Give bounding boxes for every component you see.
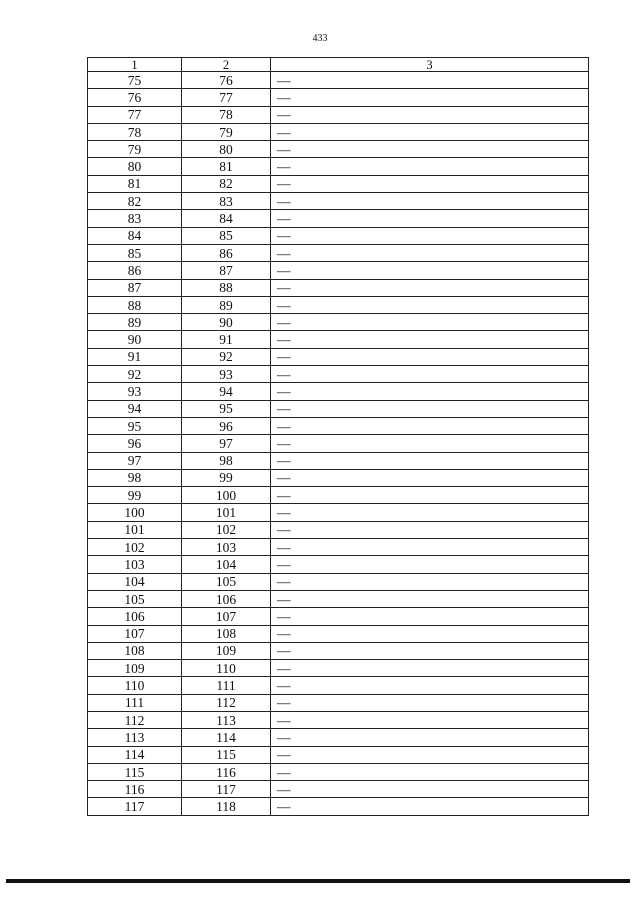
table-cell-col-3: — — [271, 746, 589, 763]
table-cell-col-2: 113 — [182, 711, 271, 728]
table-cell-col-1: 112 — [88, 711, 182, 728]
table-cell-col-2: 118 — [182, 798, 271, 815]
table-row — [88, 123, 589, 140]
table-row — [88, 504, 589, 521]
table-cell-col-2: 102 — [182, 521, 271, 538]
table-cell-col-3: — — [271, 711, 589, 728]
table-cell-col-3: — — [271, 279, 589, 296]
table-cell-col-1: 80 — [88, 158, 182, 175]
table-row — [88, 729, 589, 746]
table-row — [88, 469, 589, 486]
table-row — [88, 89, 589, 106]
table-cell-col-2: 86 — [182, 244, 271, 261]
table-cell-col-1: 92 — [88, 366, 182, 383]
table-cell-col-1: 83 — [88, 210, 182, 227]
table-cell-col-3: — — [271, 781, 589, 798]
table-cell-col-2: 111 — [182, 677, 271, 694]
table-cell-col-1: 104 — [88, 573, 182, 590]
table-cell-col-1: 113 — [88, 729, 182, 746]
table-cell-col-1: 78 — [88, 123, 182, 140]
table-row — [88, 227, 589, 244]
table-cell-col-1: 75 — [88, 72, 182, 89]
table-cell-col-2: 103 — [182, 539, 271, 556]
table-cell-col-1: 114 — [88, 746, 182, 763]
table-row — [88, 331, 589, 348]
table-cell-col-3: — — [271, 539, 589, 556]
table-row — [88, 348, 589, 365]
table-cell-col-2: 76 — [182, 72, 271, 89]
table-cell-col-2: 95 — [182, 400, 271, 417]
table-cell-col-2: 94 — [182, 383, 271, 400]
header-cell-2: 2 — [182, 58, 271, 72]
table-row — [88, 417, 589, 434]
table-row — [88, 72, 589, 89]
table-cell-col-3: — — [271, 435, 589, 452]
table-cell-col-2: 116 — [182, 763, 271, 780]
table-cell-col-2: 85 — [182, 227, 271, 244]
table-row — [88, 660, 589, 677]
table-cell-col-3: — — [271, 417, 589, 434]
table-cell-col-1: 84 — [88, 227, 182, 244]
table-row — [88, 400, 589, 417]
table-cell-col-3: — — [271, 244, 589, 261]
table-cell-col-1: 115 — [88, 763, 182, 780]
table-body — [88, 72, 589, 816]
table-row — [88, 608, 589, 625]
table-cell-col-3: — — [271, 193, 589, 210]
table-row — [88, 677, 589, 694]
table-cell-col-2: 112 — [182, 694, 271, 711]
data-table — [87, 57, 589, 816]
table-cell-col-2: 98 — [182, 452, 271, 469]
table-cell-col-3: — — [271, 262, 589, 279]
table-cell-col-1: 89 — [88, 314, 182, 331]
table-cell-col-1: 107 — [88, 625, 182, 642]
table-row — [88, 452, 589, 469]
table-row — [88, 556, 589, 573]
table-cell-col-3: — — [271, 729, 589, 746]
table-cell-col-2: 77 — [182, 89, 271, 106]
table-header — [88, 58, 589, 72]
table-cell-col-3: — — [271, 487, 589, 504]
table-row — [88, 798, 589, 815]
table-cell-col-3: — — [271, 521, 589, 538]
table-row — [88, 694, 589, 711]
table-cell-col-3: — — [271, 798, 589, 815]
table-cell-col-1: 90 — [88, 331, 182, 348]
table-cell-col-3: — — [271, 106, 589, 123]
table-cell-col-2: 108 — [182, 625, 271, 642]
table-cell-col-3: — — [271, 296, 589, 313]
table-cell-col-3: — — [271, 227, 589, 244]
table-cell-col-3: — — [271, 383, 589, 400]
table-row — [88, 175, 589, 192]
table-cell-col-3: — — [271, 694, 589, 711]
table-cell-col-2: 91 — [182, 331, 271, 348]
table-cell-col-1: 110 — [88, 677, 182, 694]
table-cell-col-3: — — [271, 89, 589, 106]
table-cell-col-1: 108 — [88, 642, 182, 659]
table-cell-col-2: 107 — [182, 608, 271, 625]
table-cell-col-3: — — [271, 175, 589, 192]
table-cell-col-1: 100 — [88, 504, 182, 521]
table-cell-col-2: 109 — [182, 642, 271, 659]
table-cell-col-2: 105 — [182, 573, 271, 590]
table-cell-col-1: 88 — [88, 296, 182, 313]
table-cell-col-1: 116 — [88, 781, 182, 798]
table-cell-col-3: — — [271, 210, 589, 227]
table-cell-col-2: 87 — [182, 262, 271, 279]
table-cell-col-3: — — [271, 452, 589, 469]
table-row — [88, 296, 589, 313]
table-row — [88, 366, 589, 383]
table-cell-col-3: — — [271, 608, 589, 625]
table-row — [88, 590, 589, 607]
table-cell-col-1: 86 — [88, 262, 182, 279]
table-cell-col-1: 77 — [88, 106, 182, 123]
table-row — [88, 106, 589, 123]
table-cell-col-1: 101 — [88, 521, 182, 538]
table-row — [88, 763, 589, 780]
table-cell-col-2: 81 — [182, 158, 271, 175]
table-cell-col-1: 76 — [88, 89, 182, 106]
table-cell-col-1: 95 — [88, 417, 182, 434]
table-cell-col-2: 92 — [182, 348, 271, 365]
table-cell-col-3: — — [271, 573, 589, 590]
table-cell-col-3: — — [271, 141, 589, 158]
table-cell-col-1: 94 — [88, 400, 182, 417]
table-cell-col-1: 85 — [88, 244, 182, 261]
table-row — [88, 435, 589, 452]
table-cell-col-3: — — [271, 123, 589, 140]
table-cell-col-2: 93 — [182, 366, 271, 383]
table-cell-col-2: 96 — [182, 417, 271, 434]
table-row — [88, 279, 589, 296]
table-cell-col-3: — — [271, 556, 589, 573]
table-cell-col-2: 83 — [182, 193, 271, 210]
table-cell-col-1: 109 — [88, 660, 182, 677]
table-cell-col-2: 115 — [182, 746, 271, 763]
table-cell-col-2: 88 — [182, 279, 271, 296]
table-cell-col-1: 96 — [88, 435, 182, 452]
table-cell-col-1: 106 — [88, 608, 182, 625]
table-cell-col-1: 87 — [88, 279, 182, 296]
table-cell-col-2: 99 — [182, 469, 271, 486]
table-row — [88, 383, 589, 400]
table-cell-col-3: — — [271, 642, 589, 659]
page-number: 433 — [312, 33, 328, 44]
table-row — [88, 193, 589, 210]
table-row — [88, 158, 589, 175]
table-cell-col-1: 91 — [88, 348, 182, 365]
table-cell-col-3: — — [271, 348, 589, 365]
table-cell-col-1: 81 — [88, 175, 182, 192]
table-cell-col-2: 114 — [182, 729, 271, 746]
table-cell-col-1: 82 — [88, 193, 182, 210]
table-row — [88, 711, 589, 728]
table-row — [88, 746, 589, 763]
table-row — [88, 539, 589, 556]
table-cell-col-1: 103 — [88, 556, 182, 573]
table-cell-col-3: — — [271, 677, 589, 694]
table-cell-col-1: 102 — [88, 539, 182, 556]
table-cell-col-2: 110 — [182, 660, 271, 677]
table-cell-col-2: 89 — [182, 296, 271, 313]
header-row — [88, 58, 589, 72]
table-cell-col-3: — — [271, 469, 589, 486]
table-cell-col-2: 78 — [182, 106, 271, 123]
table-row — [88, 262, 589, 279]
table-cell-col-2: 117 — [182, 781, 271, 798]
table-cell-col-2: 106 — [182, 590, 271, 607]
table-cell-col-3: — — [271, 400, 589, 417]
table-cell-col-3: — — [271, 366, 589, 383]
table-cell-col-3: — — [271, 331, 589, 348]
header-cell-1: 1 — [88, 58, 182, 72]
table-cell-col-3: — — [271, 314, 589, 331]
table-cell-col-3: — — [271, 590, 589, 607]
table-row — [88, 487, 589, 504]
table-cell-col-3: — — [271, 660, 589, 677]
table-cell-col-2: 104 — [182, 556, 271, 573]
table-cell-col-1: 111 — [88, 694, 182, 711]
table-row — [88, 625, 589, 642]
table-cell-col-2: 90 — [182, 314, 271, 331]
table-cell-col-2: 97 — [182, 435, 271, 452]
table-cell-col-3: — — [271, 158, 589, 175]
table-cell-col-1: 79 — [88, 141, 182, 158]
table-cell-col-2: 80 — [182, 141, 271, 158]
table-cell-col-3: — — [271, 763, 589, 780]
table-row — [88, 141, 589, 158]
bottom-rule — [6, 879, 630, 883]
table-row — [88, 573, 589, 590]
header-cell-3: 3 — [271, 58, 589, 72]
table-cell-col-2: 100 — [182, 487, 271, 504]
table-row — [88, 521, 589, 538]
table-cell-col-2: 84 — [182, 210, 271, 227]
table-cell-col-2: 79 — [182, 123, 271, 140]
table-cell-col-3: — — [271, 72, 589, 89]
table-cell-col-1: 99 — [88, 487, 182, 504]
table-cell-col-1: 105 — [88, 590, 182, 607]
table-cell-col-1: 98 — [88, 469, 182, 486]
table-cell-col-3: — — [271, 504, 589, 521]
table-row — [88, 314, 589, 331]
table-cell-col-1: 117 — [88, 798, 182, 815]
table-cell-col-2: 82 — [182, 175, 271, 192]
table-row — [88, 642, 589, 659]
table-cell-col-1: 97 — [88, 452, 182, 469]
table-row — [88, 781, 589, 798]
table-row — [88, 210, 589, 227]
table-cell-col-3: — — [271, 625, 589, 642]
table-cell-col-2: 101 — [182, 504, 271, 521]
table-cell-col-1: 93 — [88, 383, 182, 400]
table-row — [88, 244, 589, 261]
